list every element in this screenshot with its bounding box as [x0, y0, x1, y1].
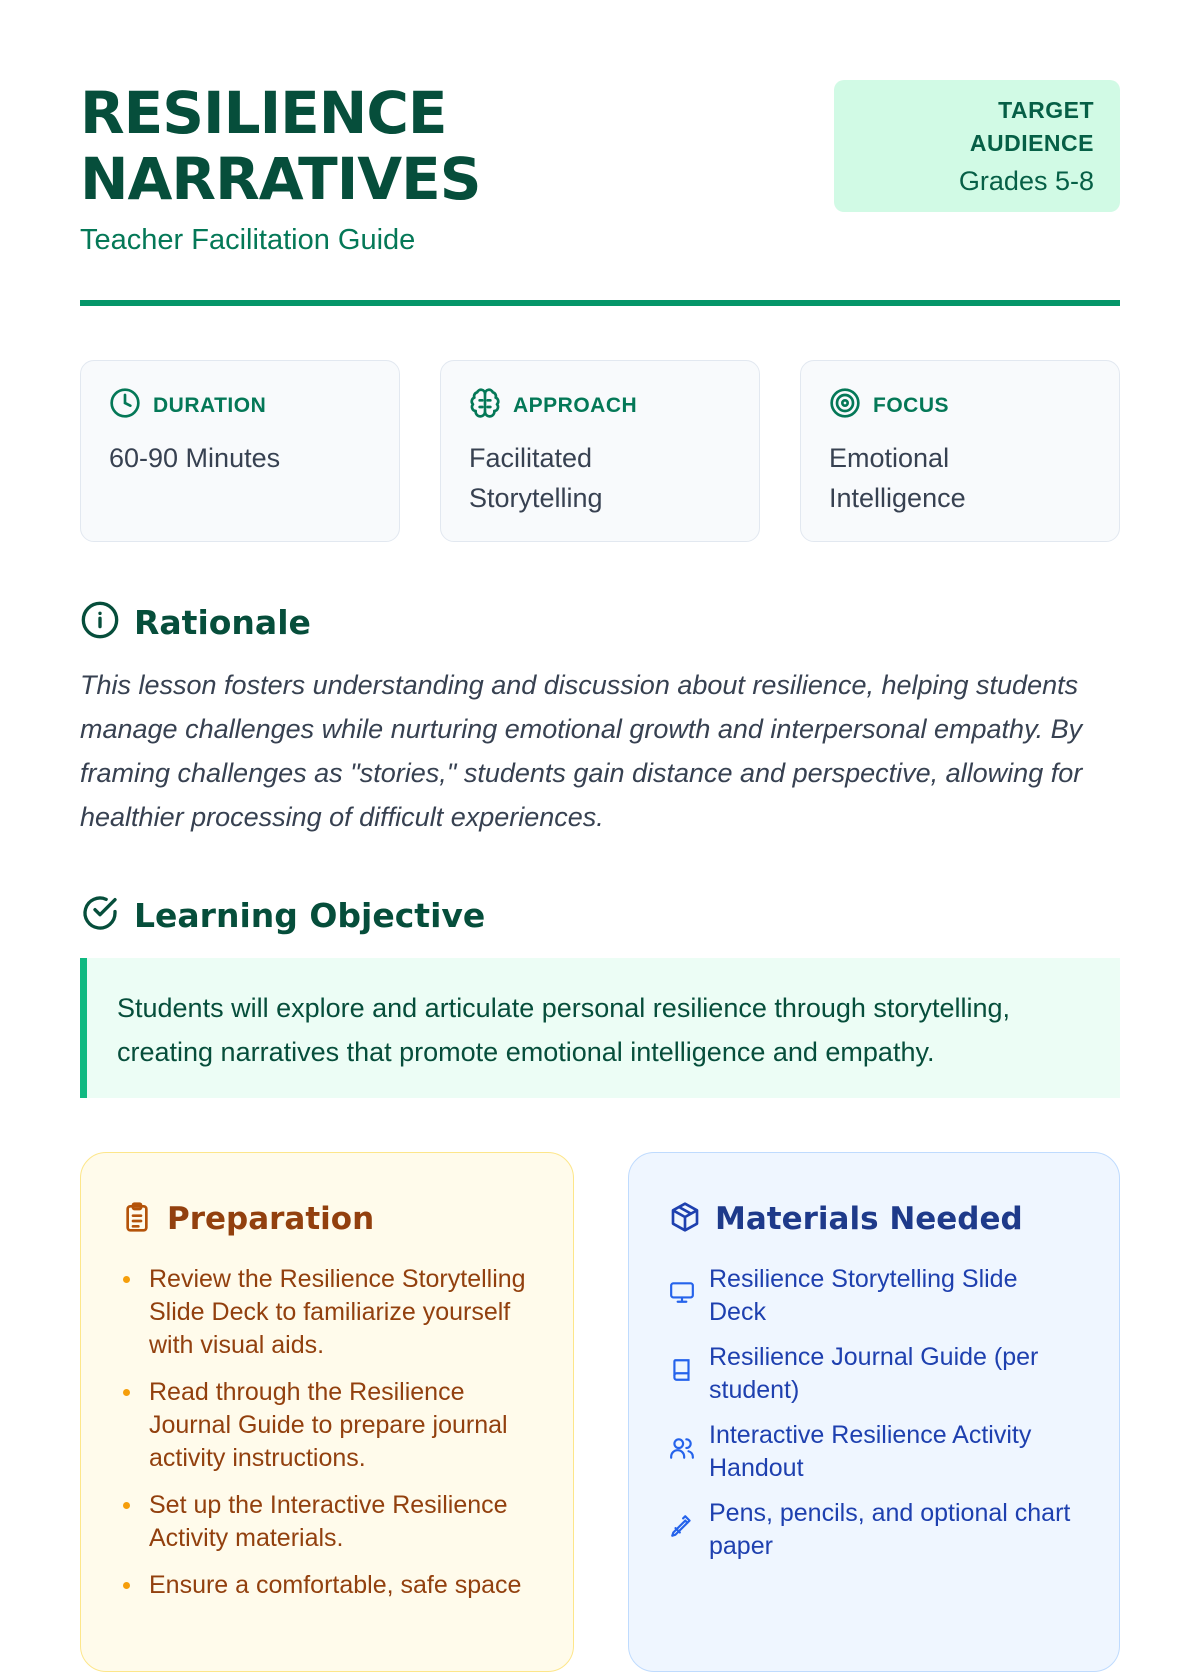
focus-value: Emotional Intelligence — [829, 443, 966, 513]
users-icon — [669, 1435, 695, 1470]
approach-card — [440, 360, 760, 542]
audience-value: Grades 5-8 — [958, 166, 1094, 196]
list-item: Resilience Journal Guide (per student) — [669, 1341, 1079, 1407]
check-circle-icon — [80, 893, 120, 938]
materials-title: Materials Needed — [715, 1201, 1023, 1237]
list-item: Ensure a comfortable, safe space — [121, 1569, 533, 1602]
book-icon — [669, 1357, 695, 1392]
target-audience-badge — [834, 80, 1120, 212]
list-item: Resilience Storytelling Slide Deck — [669, 1263, 1079, 1329]
audience-label: TARGET AUDIENCE — [969, 97, 1094, 156]
preparation-panel — [80, 1152, 574, 1672]
objective-callout: Students will explore and articulate personal resilience through storytelling, creating narratives that promote emotional intelligence and empathy. — [80, 958, 1120, 1098]
page-subtitle: Teacher Facilitation Guide — [80, 224, 416, 256]
rationale-title: Rationale — [134, 603, 311, 642]
brain-icon — [469, 387, 501, 424]
approach-label: APPROACH — [513, 393, 638, 417]
header-divider — [80, 300, 1120, 306]
box-icon — [669, 1201, 701, 1238]
focus-label: FOCUS — [873, 393, 949, 417]
list-item: Interactive Resilience Activity Handout — [669, 1419, 1079, 1485]
duration-value: 60-90 Minutes — [109, 443, 281, 473]
focus-card — [800, 360, 1120, 542]
clipboard-icon — [121, 1201, 153, 1238]
target-icon — [829, 387, 861, 424]
list-item: Review the Resilience Storytelling Slide Deck to familiarize yourself with visual aids. — [121, 1263, 533, 1362]
duration-label: DURATION — [153, 393, 267, 417]
monitor-icon — [669, 1279, 695, 1314]
info-cards — [80, 360, 1120, 542]
rationale-heading — [80, 600, 311, 645]
list-item: Read through the Resilience Journal Guide to prepare journal activity instructions. — [121, 1376, 533, 1475]
pen-icon — [669, 1513, 695, 1548]
preparation-list — [121, 1263, 533, 1602]
header — [80, 80, 1120, 258]
objective-title: Learning Objective — [134, 896, 486, 935]
list-item: Pens, pencils, and optional chart paper — [669, 1497, 1079, 1563]
info-icon — [80, 600, 120, 645]
materials-panel — [628, 1152, 1120, 1672]
materials-list — [669, 1263, 1079, 1563]
clock-icon — [109, 387, 141, 424]
page-title: RESILIENCE NARRATIVES — [80, 79, 481, 213]
rationale-text: This lesson fosters understanding and discussion about resilience, helping students manage challenges while nurturing emotional growth and interpersonal empathy. By framing challenges as "stories," students gain distance and perspective, allowing for healthier processing of difficult experiences. — [80, 670, 1083, 832]
duration-card — [80, 360, 400, 542]
list-item: Set up the Interactive Resilience Activity materials. — [121, 1489, 533, 1555]
objective-heading — [80, 893, 485, 938]
approach-value: Facilitated Storytelling — [469, 443, 603, 513]
preparation-title: Preparation — [167, 1201, 375, 1237]
